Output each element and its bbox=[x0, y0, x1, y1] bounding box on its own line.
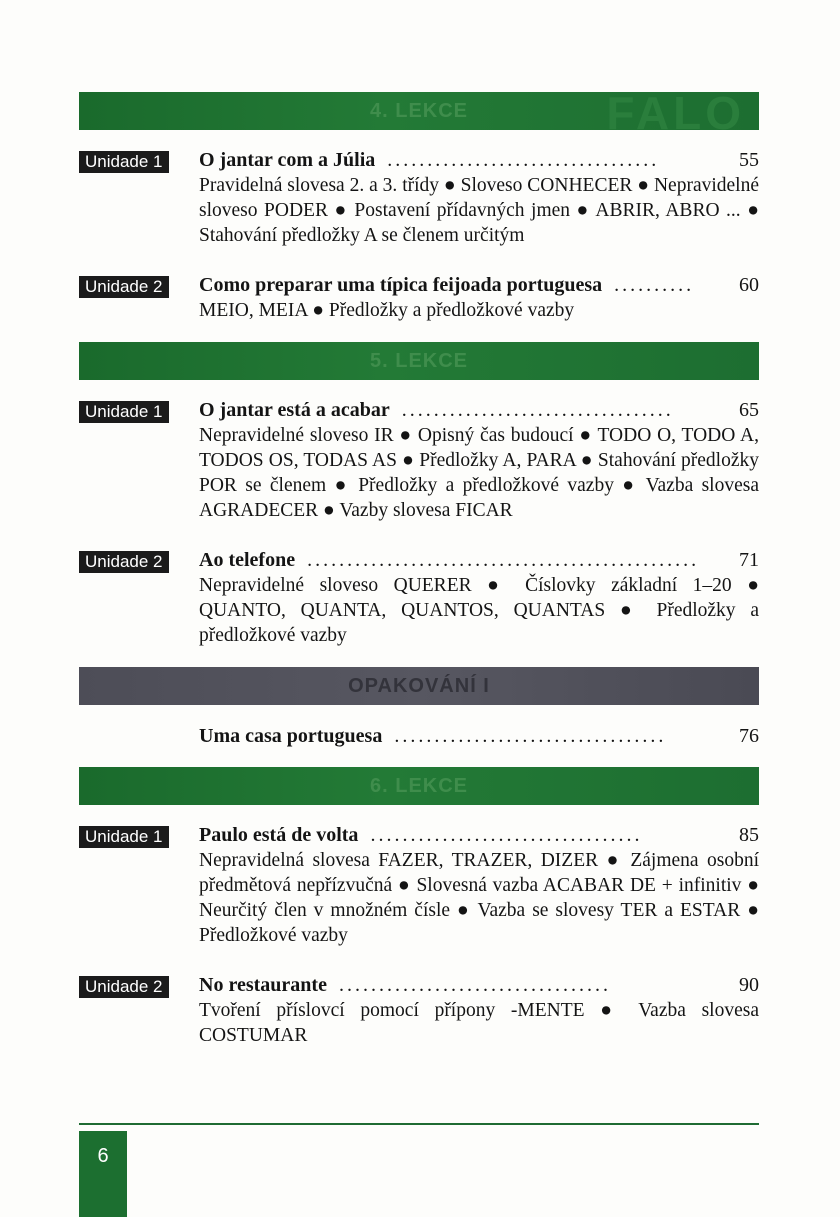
lesson-banner-5 bbox=[79, 342, 759, 380]
page-number: 71 bbox=[739, 549, 759, 571]
lesson-banner-4 bbox=[79, 92, 759, 130]
toc-entry[interactable] bbox=[79, 273, 759, 323]
entry-title: O jantar está a acabar bbox=[199, 399, 390, 421]
leader-dots: .................................. bbox=[338, 974, 611, 996]
unit-badge: Unidade 2 bbox=[79, 276, 169, 298]
footer-page-box bbox=[79, 1131, 127, 1217]
banner-ghost-text: FALO bbox=[606, 92, 745, 130]
entry-heading bbox=[199, 148, 759, 173]
entry-title: Paulo está de volta bbox=[199, 824, 359, 846]
footer-rule bbox=[79, 1123, 759, 1125]
leader-dots: .................................. bbox=[370, 824, 643, 846]
entry-title: Uma casa portuguesa bbox=[199, 725, 383, 747]
entry-title: No restaurante bbox=[199, 974, 327, 996]
toc-entry[interactable] bbox=[79, 973, 759, 1048]
unit-badge: Unidade 1 bbox=[79, 151, 169, 173]
entry-description: Nepravidelné sloveso IR ● Opisný čas budoucí ● TODO O, TODO A, TODOS OS, TODAS AS ● Předložky A, PARA ● Stahování předložky POR se členem ● Předložky a předložkové vazby ● Vazba slovesa AGRADECER ● Vazby slovesa FICAR bbox=[199, 425, 759, 521]
entry-title: Como preparar uma típica feijoada portuguesa bbox=[199, 274, 603, 296]
footer-page-number: 6 bbox=[97, 1145, 109, 1167]
toc-entry[interactable] bbox=[79, 398, 759, 523]
page-number: 85 bbox=[739, 824, 759, 846]
leader-dots: .................................. bbox=[401, 399, 674, 421]
toc-entry[interactable] bbox=[79, 548, 759, 648]
leader-dots: .................................. bbox=[394, 725, 667, 747]
page-number: 55 bbox=[739, 149, 759, 171]
entry-heading bbox=[199, 973, 759, 998]
page-number: 60 bbox=[739, 274, 759, 296]
toc-entry[interactable] bbox=[79, 823, 759, 948]
lesson-banner-label: 5. LEKCE bbox=[369, 349, 469, 372]
page-number: 65 bbox=[739, 399, 759, 421]
review-banner bbox=[79, 667, 759, 705]
entry-description: Tvoření příslovcí pomocí přípony -MENTE ● Vazba slovesa COSTUMAR bbox=[199, 1000, 759, 1046]
page-number: 76 bbox=[739, 725, 759, 747]
unit-badge: Unidade 2 bbox=[79, 976, 169, 998]
toc-entry[interactable] bbox=[79, 724, 759, 749]
page-number: 90 bbox=[739, 974, 759, 996]
entry-heading bbox=[199, 823, 759, 848]
entry-heading bbox=[199, 398, 759, 423]
entry-heading bbox=[199, 273, 759, 298]
toc-entry[interactable] bbox=[79, 148, 759, 248]
entry-heading bbox=[199, 548, 759, 573]
leader-dots: ................................................. bbox=[307, 549, 700, 571]
entry-title: O jantar com a Júlia bbox=[199, 149, 376, 171]
unit-badge: Unidade 1 bbox=[79, 826, 169, 848]
leader-dots: .................................. bbox=[387, 149, 660, 171]
entry-description: Nepravidelné sloveso QUERER ● Číslovky základní 1–20 ● QUANTO, QUANTA, QUANTOS, QUANTAS ● Předložky a předložkové vazby bbox=[199, 575, 759, 646]
entry-description: Nepravidelná slovesa FAZER, TRAZER, DIZER ● Zájmena osobní předmětová nepřízvučná ● Slovesná vazba ACABAR DE + infinitiv ● Neurčitý člen v množném čísle ● Vazba se slovesy TER a ESTAR ● Předložkové vazby bbox=[199, 850, 759, 946]
review-banner-label: OPAKOVÁNÍ I bbox=[348, 674, 490, 697]
entry-heading bbox=[199, 724, 759, 749]
unit-badge: Unidade 1 bbox=[79, 401, 169, 423]
leader-dots: .......... bbox=[614, 274, 695, 296]
entry-title: Ao telefone bbox=[199, 549, 296, 571]
lesson-banner-label: 4. LEKCE bbox=[369, 99, 469, 122]
entry-description: MEIO, MEIA ● Předložky a předložkové vazby bbox=[199, 300, 575, 321]
lesson-banner-label: 6. LEKCE bbox=[369, 774, 469, 797]
lesson-banner-6 bbox=[79, 767, 759, 805]
unit-badge: Unidade 2 bbox=[79, 551, 169, 573]
entry-description: Pravidelná slovesa 2. a 3. třídy ● Sloveso CONHECER ● Nepravidelné sloveso PODER ● Postavení přídavných jmen ● ABRIR, ABRO ... ● Stahování předložky A se členem určitým bbox=[199, 175, 759, 246]
